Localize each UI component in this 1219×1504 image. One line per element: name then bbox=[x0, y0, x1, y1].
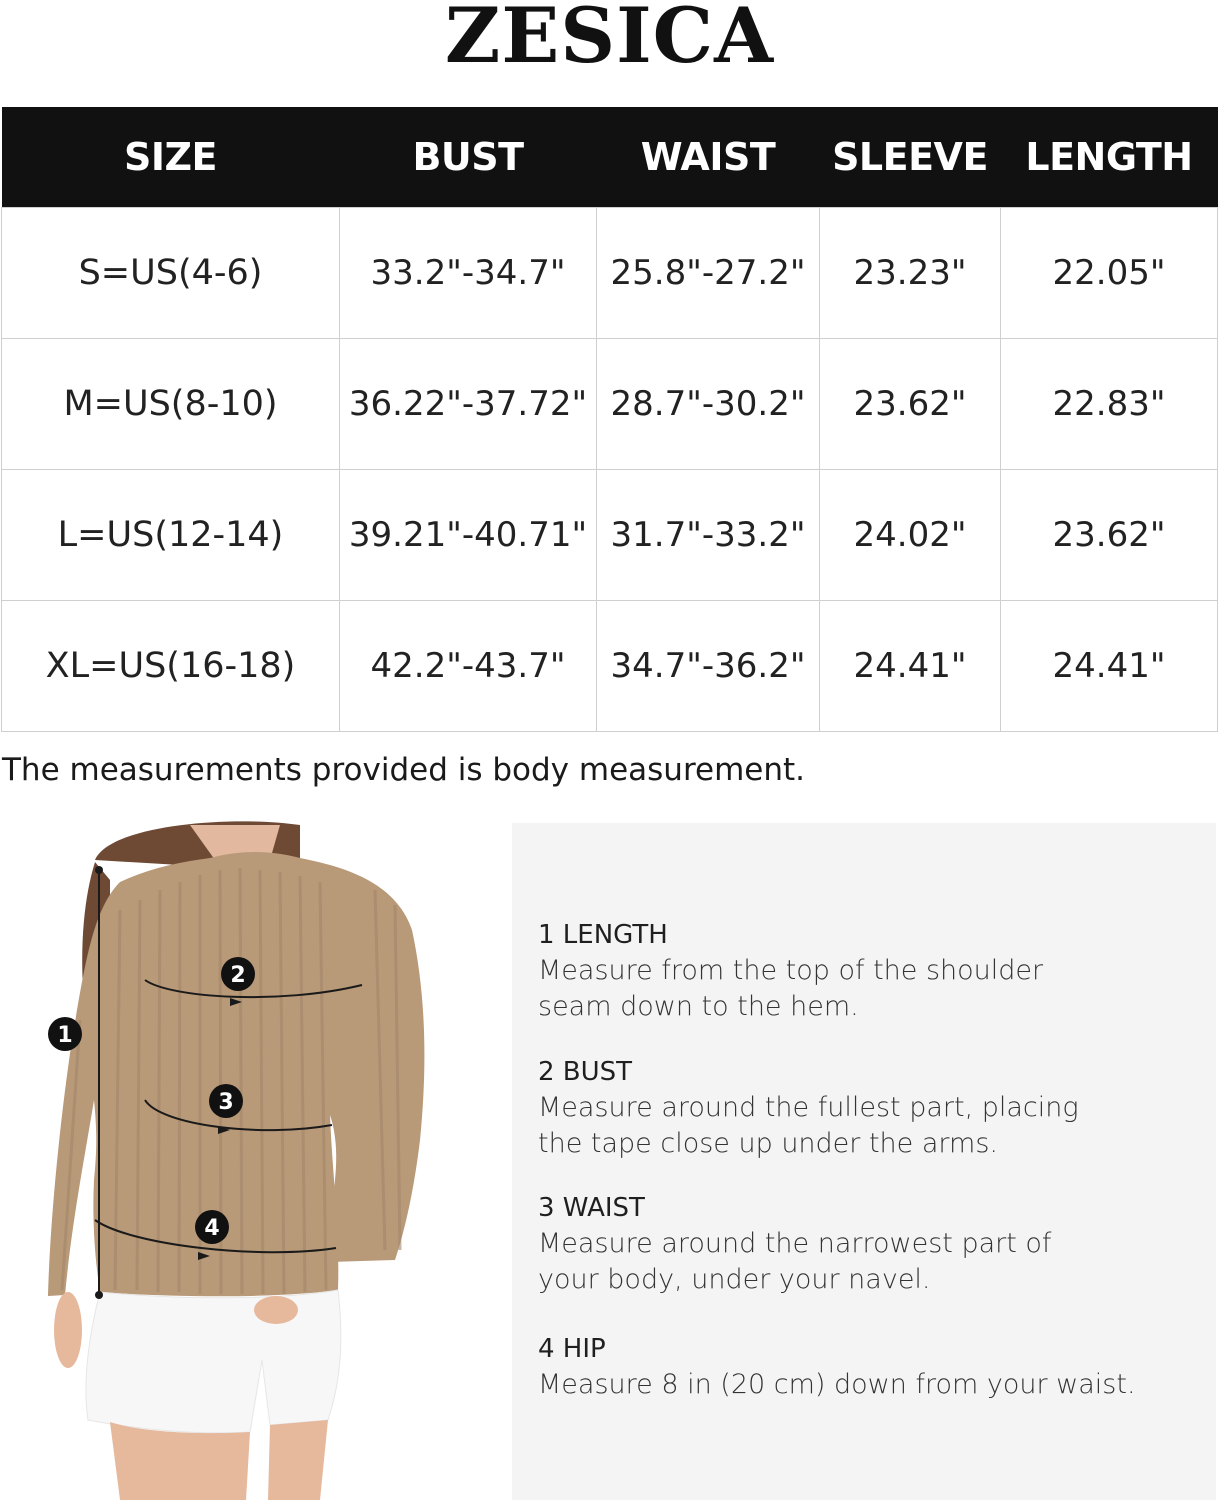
guide-desc: your body, under your navel. bbox=[538, 1264, 931, 1295]
guide-desc: Measure around the narrowest part of bbox=[538, 1228, 1052, 1259]
header-sleeve: SLEEVE bbox=[820, 107, 1001, 208]
size-cell: M=US(8-10) bbox=[2, 339, 340, 470]
marker-4-label: 4 bbox=[204, 1216, 220, 1241]
guide-desc: seam down to the hem. bbox=[538, 991, 859, 1022]
measurement-note: The measurements provided is body measurement. bbox=[2, 752, 806, 788]
guide-length bbox=[538, 917, 1198, 1025]
marker-3-label: 3 bbox=[218, 1090, 234, 1115]
guide-desc: Measure 8 in (20 cm) down from your waist. bbox=[538, 1369, 1136, 1400]
table-row bbox=[2, 470, 1218, 601]
waist-cell: 28.7"-30.2" bbox=[597, 339, 820, 470]
waist-cell: 25.8"-27.2" bbox=[597, 208, 820, 339]
guide-desc: Measure from the top of the shoulder bbox=[538, 955, 1044, 986]
marker-2 bbox=[221, 957, 255, 991]
bust-cell: 42.2"-43.7" bbox=[340, 601, 597, 732]
marker-1 bbox=[48, 1017, 82, 1051]
sleeve-cell: 24.41" bbox=[820, 601, 1001, 732]
waist-cell: 34.7"-36.2" bbox=[597, 601, 820, 732]
marker-4 bbox=[195, 1210, 229, 1244]
table-row bbox=[2, 208, 1218, 339]
sweater-shape bbox=[48, 852, 424, 1296]
size-cell: L=US(12-14) bbox=[2, 470, 340, 601]
bust-cell: 33.2"-34.7" bbox=[340, 208, 597, 339]
marker-2-label: 2 bbox=[230, 963, 246, 988]
length-cell: 22.83" bbox=[1001, 339, 1218, 470]
size-cell: XL=US(16-18) bbox=[2, 601, 340, 732]
guide-desc: Measure around the fullest part, placing bbox=[538, 1092, 1079, 1123]
bust-cell: 39.21"-40.71" bbox=[340, 470, 597, 601]
guide-hip bbox=[538, 1331, 1198, 1403]
length-cell: 22.05" bbox=[1001, 208, 1218, 339]
waist-cell: 31.7"-33.2" bbox=[597, 470, 820, 601]
sleeve-cell: 23.23" bbox=[820, 208, 1001, 339]
sleeve-cell: 23.62" bbox=[820, 339, 1001, 470]
length-cell: 23.62" bbox=[1001, 470, 1218, 601]
model-figure bbox=[0, 820, 505, 1500]
bust-cell: 36.22"-37.72" bbox=[340, 339, 597, 470]
measurement-guide-panel bbox=[512, 823, 1216, 1500]
sweater-model-illustration bbox=[0, 820, 505, 1500]
guide-waist bbox=[538, 1190, 1198, 1298]
guide-title: 1 LENGTH bbox=[538, 920, 668, 950]
guide-title: 2 BUST bbox=[538, 1057, 633, 1087]
table-row bbox=[2, 339, 1218, 470]
header-bust: BUST bbox=[340, 107, 597, 208]
guide-title: 3 WAIST bbox=[538, 1193, 645, 1223]
brand-logo: ZESICA bbox=[444, 0, 775, 80]
guide-title: 4 HIP bbox=[538, 1334, 606, 1364]
header-size: SIZE bbox=[2, 107, 340, 208]
size-chart-table bbox=[1, 107, 1218, 732]
marker-3 bbox=[209, 1084, 243, 1118]
size-cell: S=US(4-6) bbox=[2, 208, 340, 339]
guide-desc: the tape close up under the arms. bbox=[538, 1128, 998, 1159]
guide-bust bbox=[538, 1054, 1198, 1162]
table-header-row bbox=[2, 107, 1218, 208]
sleeve-cell: 24.02" bbox=[820, 470, 1001, 601]
marker-1-label: 1 bbox=[57, 1023, 73, 1048]
header-length: LENGTH bbox=[1001, 107, 1218, 208]
table-row bbox=[2, 601, 1218, 732]
length-cell: 24.41" bbox=[1001, 601, 1218, 732]
skirt-shape bbox=[86, 1290, 341, 1433]
header-waist: WAIST bbox=[597, 107, 820, 208]
